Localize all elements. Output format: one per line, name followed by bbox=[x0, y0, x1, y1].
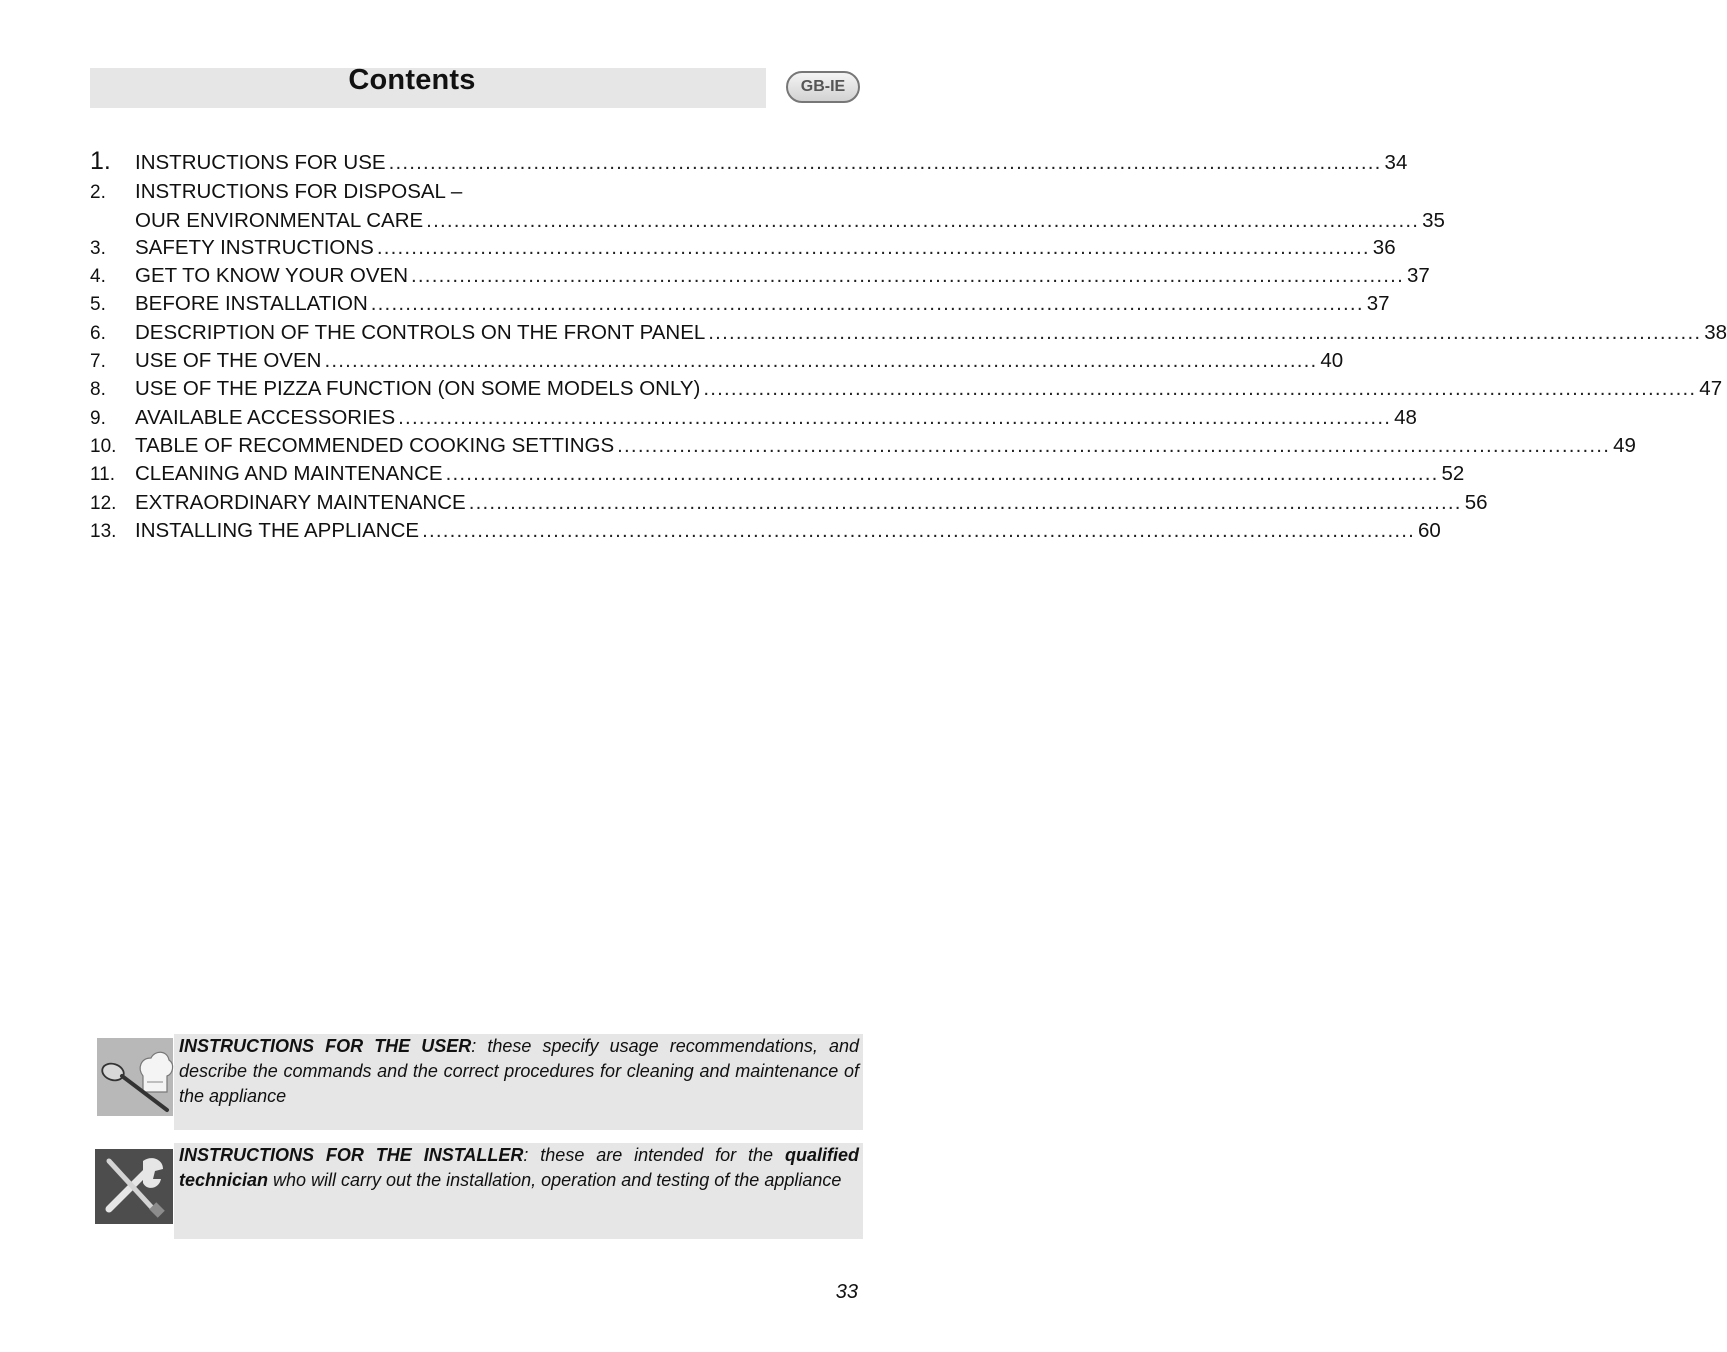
toc-leader: ................................................................................................................................................ bbox=[388, 151, 1382, 174]
toc-number: 12. bbox=[90, 492, 117, 514]
region-badge: GB-IE bbox=[786, 71, 860, 103]
toc-entry[interactable] bbox=[90, 178, 862, 206]
toc-leader: ................................................................................................................................................ bbox=[468, 490, 1462, 514]
toc-entry[interactable] bbox=[90, 517, 1441, 545]
toc-leader: ................................................................................................................................................ bbox=[411, 264, 1404, 288]
note-text: : these are intended for the bbox=[523, 1145, 785, 1165]
page-number: 33 bbox=[835, 1281, 858, 1303]
toc-leader: ................................................................................................................................................ bbox=[426, 208, 1420, 232]
toc-title: DESCRIPTION OF THE CONTROLS ON THE FRONT PANEL bbox=[135, 320, 706, 344]
toc-title: USE OF THE OVEN bbox=[135, 349, 322, 373]
toc-entry[interactable] bbox=[90, 147, 1408, 176]
toc-title: INSTRUCTIONS FOR DISPOSAL – bbox=[135, 180, 463, 204]
toc-entry[interactable] bbox=[90, 234, 1396, 262]
toc-number: 6. bbox=[90, 322, 106, 344]
toc-leader: ................................................................................................................................................ bbox=[708, 320, 1702, 344]
table-of-contents bbox=[90, 147, 1727, 545]
toc-number: 11. bbox=[90, 464, 116, 486]
toc-entry[interactable] bbox=[90, 347, 1344, 375]
toc-number: 4. bbox=[90, 266, 106, 288]
toc-page: 37 bbox=[1366, 292, 1390, 316]
toc-number: 8. bbox=[90, 379, 106, 401]
toc-number: 2. bbox=[90, 182, 106, 204]
toc-title: USE OF THE PIZZA FUNCTION (ON SOME MODELS ONLY) bbox=[135, 377, 701, 401]
toc-entry[interactable] bbox=[90, 404, 1417, 432]
toc-page: 52 bbox=[1441, 462, 1465, 486]
toc-title: AVAILABLE ACCESSORIES bbox=[135, 405, 396, 429]
toc-title: TABLE OF RECOMMENDED COOKING SETTINGS bbox=[135, 433, 615, 457]
toc-page: 38 bbox=[1704, 320, 1727, 344]
toc-leader: ................................................................................................................................................ bbox=[398, 405, 1392, 429]
note-text: who will carry out the installation, operation and testing of the appliance bbox=[268, 1170, 842, 1190]
toc-entry[interactable] bbox=[90, 460, 1465, 488]
toc-title: INSTALLING THE APPLIANCE bbox=[135, 518, 420, 542]
toc-entry[interactable] bbox=[90, 290, 1390, 318]
toc-title: INSTRUCTIONS FOR USE bbox=[135, 151, 386, 174]
toc-entry[interactable] bbox=[90, 375, 1723, 403]
toc-entry[interactable] bbox=[90, 262, 1430, 290]
note-emphasis: qualified technician bbox=[179, 1145, 859, 1190]
toc-page: 37 bbox=[1406, 264, 1430, 288]
toc-entry[interactable] bbox=[90, 489, 1488, 517]
toc-leader: ................................................................................................................................................ bbox=[324, 349, 1318, 373]
wrench-screwdriver-icon bbox=[95, 1149, 173, 1224]
toc-page: 40 bbox=[1320, 349, 1344, 373]
installer-instructions-note bbox=[174, 1143, 863, 1239]
note-text: : these specify usage recommendations, and describe the commands and the correct procedures for cleaning and maintenance of the appliance bbox=[179, 1036, 859, 1106]
toc-page: 35 bbox=[1422, 208, 1445, 232]
toc-page: 48 bbox=[1394, 405, 1417, 429]
toc-leader: ................................................................................................................................................ bbox=[376, 235, 1370, 259]
note-lead: INSTRUCTIONS FOR THE USER bbox=[179, 1036, 472, 1056]
toc-page: 56 bbox=[1464, 490, 1488, 514]
toc-number: 13. bbox=[90, 520, 117, 542]
toc-page: 34 bbox=[1384, 151, 1408, 174]
page-title: Contents bbox=[348, 64, 476, 96]
toc-title: EXTRAORDINARY MAINTENANCE bbox=[135, 490, 466, 514]
toc-page: 60 bbox=[1418, 518, 1441, 542]
toc-title: BEFORE INSTALLATION bbox=[135, 292, 368, 316]
toc-title: OUR ENVIRONMENTAL CARE bbox=[135, 208, 424, 232]
toc-entry[interactable] bbox=[90, 319, 1727, 347]
toc-number: 5. bbox=[90, 294, 106, 316]
toc-number: 7. bbox=[90, 351, 106, 373]
toc-leader: ................................................................................................................................................ bbox=[617, 433, 1611, 457]
chef-spoon-icon bbox=[97, 1038, 173, 1116]
toc-leader: ................................................................................................................................................ bbox=[370, 292, 1364, 316]
toc-page: 36 bbox=[1372, 235, 1396, 259]
toc-title: GET TO KNOW YOUR OVEN bbox=[135, 264, 409, 288]
toc-number: 1. bbox=[90, 147, 111, 175]
note-lead: INSTRUCTIONS FOR THE INSTALLER bbox=[179, 1145, 524, 1165]
user-instructions-note bbox=[174, 1034, 863, 1130]
toc-page: 49 bbox=[1613, 433, 1636, 457]
toc-entry-continued[interactable] bbox=[135, 207, 1445, 234]
toc-title: SAFETY INSTRUCTIONS bbox=[135, 235, 374, 259]
toc-entry[interactable] bbox=[90, 432, 1636, 460]
toc-number: 10. bbox=[90, 435, 117, 457]
toc-page: 47 bbox=[1699, 377, 1723, 401]
toc-leader: ................................................................................................................................................ bbox=[703, 377, 1697, 401]
toc-leader: ................................................................................................................................................ bbox=[422, 518, 1416, 542]
toc-leader: ................................................................................................................................................ bbox=[445, 462, 1439, 486]
toc-title: CLEANING AND MAINTENANCE bbox=[135, 462, 443, 486]
toc-number: 9. bbox=[90, 407, 106, 429]
toc-number: 3. bbox=[90, 237, 106, 259]
